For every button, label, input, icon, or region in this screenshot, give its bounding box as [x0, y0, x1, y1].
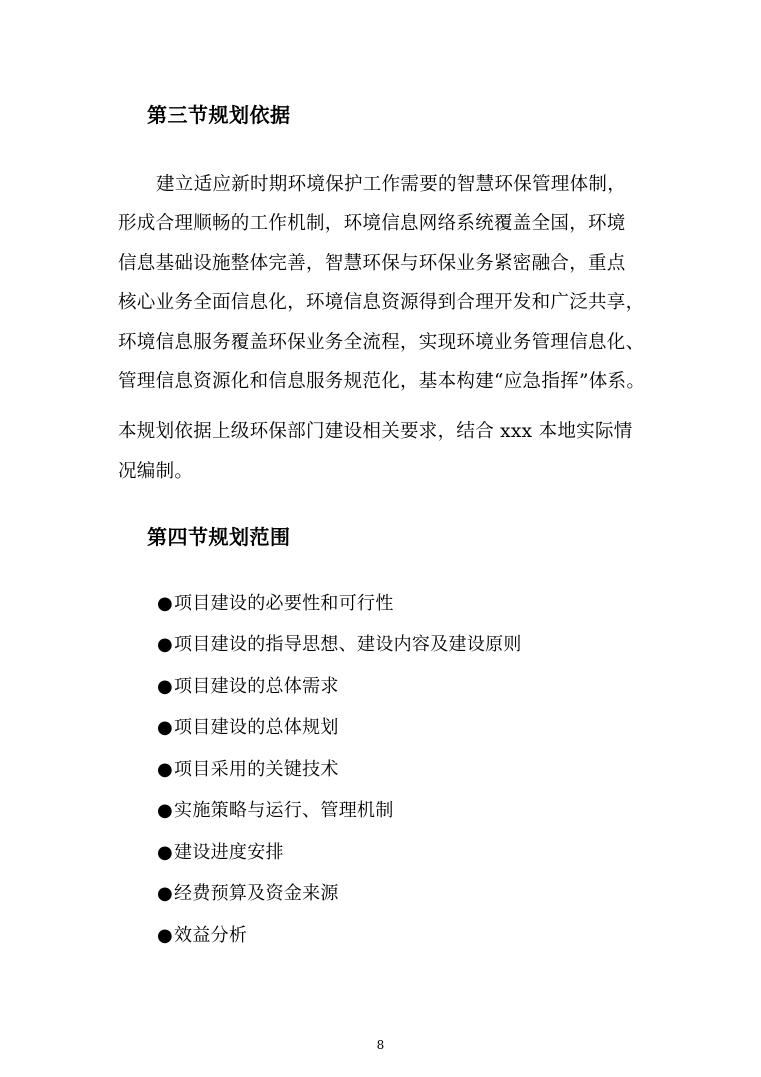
list-item — [157, 592, 394, 616]
paragraph-line: 核心业务全面信息化，环境信息资源得到合理开发和广泛共享， — [118, 292, 645, 313]
bullet-icon: ● — [157, 925, 174, 946]
list-item-label: 经费预算及资金来源 — [174, 883, 339, 904]
bullet-icon: ● — [157, 593, 174, 614]
list-item-label: 项目采用的关键技术 — [174, 759, 339, 780]
list-item — [157, 675, 339, 699]
page-number: 8 — [376, 1038, 385, 1052]
list-item — [157, 882, 339, 906]
section-4-heading: 第四节规划范围 — [147, 525, 291, 549]
list-item-label: 项目建设的必要性和可行性 — [174, 593, 394, 614]
list-item — [157, 716, 339, 740]
list-item-label: 项目建设的总体需求 — [174, 676, 339, 697]
list-item — [157, 841, 284, 865]
list-item — [157, 924, 247, 948]
list-item-label: 建设进度安排 — [174, 842, 284, 863]
paragraph-line: 环境信息服务覆盖环保业务全流程，实现环境业务管理信息化、 — [118, 332, 645, 353]
list-item-label: 实施策略与运行、管理机制 — [174, 800, 394, 821]
list-item-label: 效益分析 — [174, 925, 248, 946]
list-item-label: 项目建设的总体规划 — [174, 717, 339, 738]
bullet-icon: ● — [157, 842, 174, 863]
paragraph-line: 建立适应新时期环境保护工作需要的智慧环保管理体制， — [156, 174, 627, 195]
bullet-icon: ● — [157, 676, 174, 697]
paragraph-line: 本规划依据上级环保部门建设相关要求，结合 xxx 本地实际情 — [118, 421, 633, 442]
section-3-heading: 第三节规划依据 — [147, 103, 291, 127]
bullet-icon: ● — [157, 759, 174, 780]
paragraph-line: 管理信息资源化和信息服务规范化，基本构建“应急指挥”体系。 — [118, 371, 646, 392]
list-item-label: 项目建设的指导思想、建设内容及建设原则 — [174, 634, 522, 655]
paragraph-line: 形成合理顺畅的工作机制，环境信息网络系统覆盖全国，环境 — [118, 213, 626, 234]
paragraph-line: 信息基础设施整体完善，智慧环保与环保业务紧密融合，重点 — [118, 253, 626, 274]
bullet-icon: ● — [157, 717, 174, 738]
bullet-icon: ● — [157, 634, 174, 655]
bullet-icon: ● — [157, 800, 174, 821]
list-item — [157, 799, 394, 823]
list-item — [157, 633, 522, 657]
list-item — [157, 758, 339, 782]
paragraph-line: 况编制。 — [118, 461, 194, 482]
bullet-icon: ● — [157, 883, 174, 904]
